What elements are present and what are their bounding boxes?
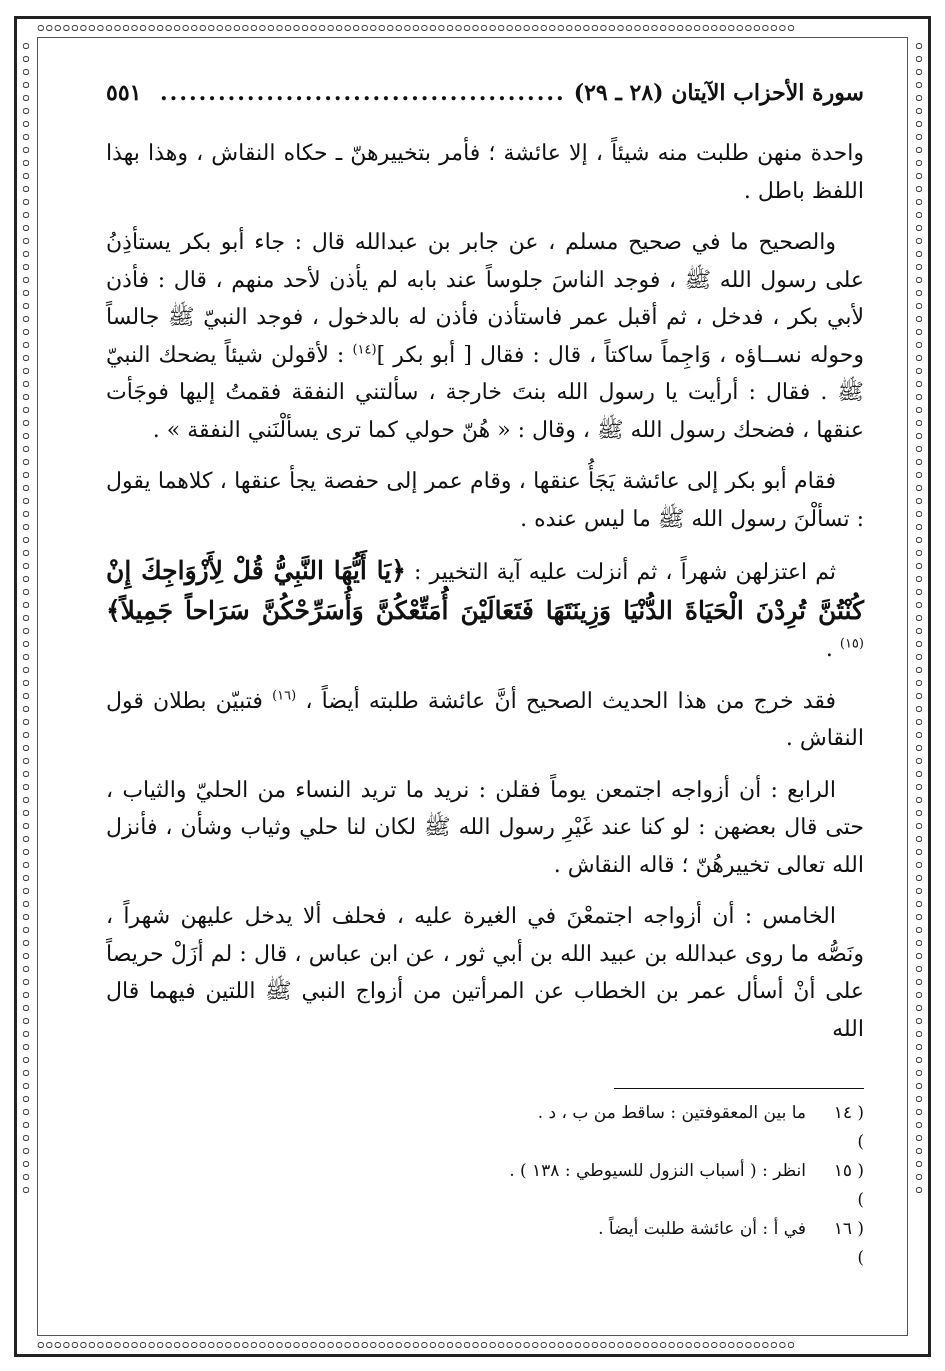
border-ornament-bottom: ᴑᴑᴑᴑᴑᴑᴑᴑᴑᴑᴑᴑᴑᴑᴑᴑᴑᴑᴑᴑᴑᴑᴑᴑᴑᴑᴑᴑᴑᴑᴑᴑᴑᴑᴑᴑᴑᴑᴑᴑᴑᴑᴑᴑᴑᴑᴑᴑᴑᴑᴑᴑᴑᴑᴑᴑᴑᴑᴑᴑᴑᴑᴑᴑᴑᴑᴑᴑᴑᴑᴑᴑᴑᴑᴑᴑᴑᴑᴑᴑᴑᴑᴑᴑᴑᴑᴑᴑᴑ — [37, 1338, 796, 1351]
footnote-16: ( ١٦ ) في أ : أن عائشة طلبت أيضاً . — [598, 1219, 864, 1268]
header-leader-dots: .......................................... — [160, 80, 566, 106]
paragraph-7: الخامس : أن أزواجه اجتمعْنَ في الغيرة عليه ، فحلف ألا يدخل عليهن شهراً ، ونَصُّه ما روى عبدالله بن عبيد الله بن أبي ثور ، عن ابن عباس ، قال : لم أزَلْ حريصاً على أنْ أسأل عمر بن الخطاب عن المرأتين من أزواج النبي ﷺ اللتين فيهما قال الله — [106, 904, 864, 1042]
footnote-ref-16[interactable]: (١٦) — [272, 688, 297, 704]
border-ornament-left: ᴑᴑᴑᴑᴑᴑᴑᴑᴑᴑᴑᴑᴑᴑᴑᴑᴑᴑᴑᴑᴑᴑᴑᴑᴑᴑᴑᴑᴑᴑᴑᴑᴑᴑᴑᴑᴑᴑᴑᴑᴑᴑᴑᴑᴑᴑᴑᴑᴑᴑᴑᴑᴑᴑᴑᴑᴑᴑᴑᴑᴑᴑᴑᴑᴑᴑᴑᴑᴑᴑᴑᴑᴑᴑᴑᴑᴑᴑᴑᴑᴑᴑᴑᴑᴑᴑᴑᴑᴑ — [22, 39, 30, 1196]
footnote-separator — [614, 1088, 864, 1089]
running-header — [106, 80, 864, 125]
border-ornament-right: ᴑᴑᴑᴑᴑᴑᴑᴑᴑᴑᴑᴑᴑᴑᴑᴑᴑᴑᴑᴑᴑᴑᴑᴑᴑᴑᴑᴑᴑᴑᴑᴑᴑᴑᴑᴑᴑᴑᴑᴑᴑᴑᴑᴑᴑᴑᴑᴑᴑᴑᴑᴑᴑᴑᴑᴑᴑᴑᴑᴑᴑᴑᴑᴑᴑᴑᴑᴑᴑᴑᴑᴑᴑᴑᴑᴑᴑᴑᴑᴑᴑᴑᴑᴑᴑᴑᴑᴑᴑ — [915, 39, 923, 1196]
quran-verse: ﴿يَا أَيُّهَا النَّبِيُّ قُلْ لِأَزْوَاجِكَ إِنْ كُنْتُنَّ تُرِدْنَ الْحَيَاةَ الدُّنْيَا وَزِينَتَهَا فَتَعَالَيْنَ أُمَتِّعْكُنَّ وَأُسَرِّحْكُنَّ سَرَاحاً جَمِيلاً﴾ — [106, 556, 864, 625]
paragraph-3: فقام أبو بكر إلى عائشة يَجَأُ عنقها ، وقام عمر إلى حفصة يجأ عنقها ، كلاهما يقول : تسألْنَ رسول الله ﷺ ما ليس عنده . — [106, 469, 864, 532]
header-title: سورة الأحزاب الآيتان (٢٨ ـ ٢٩) — [573, 80, 864, 106]
border-ornament-top: ᴑᴑᴑᴑᴑᴑᴑᴑᴑᴑᴑᴑᴑᴑᴑᴑᴑᴑᴑᴑᴑᴑᴑᴑᴑᴑᴑᴑᴑᴑᴑᴑᴑᴑᴑᴑᴑᴑᴑᴑᴑᴑᴑᴑᴑᴑᴑᴑᴑᴑᴑᴑᴑᴑᴑᴑᴑᴑᴑᴑᴑᴑᴑᴑᴑᴑᴑᴑᴑᴑᴑᴑᴑᴑᴑᴑᴑᴑᴑᴑᴑᴑᴑᴑᴑᴑᴑᴑᴑ — [37, 21, 796, 34]
paragraph-2: والصحيح ما في صحيح مسلم ، عن جابر بن عبدالله قال : جاء أبو بكر يستأذِنُ على رسول الله ﷺ ، فوجد الناسَ جلوساً عند بابه لم يأذن لأحد منهم ، قال : فأذن لأبي بكر ، فدخل ، ثم أقبل عمر فاستأذن فأذن له بالدخول ، فوجد النبيّ ﷺ جالساً وحوله نســاؤه ، وَاجِماً ساكتاً ، قال : فقال [ أبو بكر ]$^{(١٤)}$ : لأقولن شيئاً يضحك النبيّ ﷺ . فقال : أرأيت يا رسول الله بنتَ خارجة ، سألتني النفقة فقمتُ إليها فوجَأت عنقها ، فضحك رسول الله ﷺ ، وقال : « هُنّ حولي كما ترى يسألْنَني النفقة » . — [106, 230, 864, 443]
footnote-ref-15[interactable]: (١٥) — [839, 636, 864, 652]
footnote-ref-14[interactable]: (١٤) — [352, 342, 377, 358]
paragraph-4: ثم اعتزلهن شهراً ، ثم أنزلت عليه آية التخيير : ﴿يَا أَيُّهَا النَّبِيُّ قُلْ لِأَزْوَاجِكَ إِنْ كُنْتُنَّ تُرِدْنَ الْحَيَاةَ الدُّنْيَا وَزِينَتَهَا فَتَعَالَيْنَ أُمَتِّعْكُنَّ وَأُسَرِّحْكُنَّ سَرَاحاً جَمِيلاً﴾ $^{(١٥)}$ . — [106, 556, 864, 662]
paragraph-6: الرابع : أن أزواجه اجتمعن يوماً فقلن : نريد ما تريد النساء من الحليّ والثياب ، حتى قال بعضهن : لو كنا عند غَيْرِ رسول الله ﷺ لكان لنا حلي وثياب وشأن ، فأنزل الله تعالى تخييرهُنّ ؛ قاله النقاش . — [106, 777, 864, 878]
paragraph-5: فقد خرج من هذا الحديث الصحيح أنَّ عائشة طلبته أيضاً ، $^{(١٦)}$ فتبيّن بطلان قول النقاش . — [106, 688, 864, 751]
footnotes — [106, 1099, 864, 1273]
main-text — [106, 135, 864, 1048]
footnote-14: ( ١٤ ) ما بين المعقوفتين : ساقط من ب ، د . — [537, 1103, 864, 1152]
page-content — [106, 80, 864, 1273]
footnote-15: ( ١٥ ) انظر : ( أسباب النزول للسيوطي : ١٣٨ ) . — [509, 1161, 864, 1210]
page-number: ٥٥١ — [106, 80, 142, 106]
paragraph-1: واحدة منهن طلبت منه شيئاً ، إلا عائشة ؛ فأمر بتخييرهنّ ـ حكاه النقاش ، وهذا بهذا اللفظ باطل . — [106, 141, 864, 204]
